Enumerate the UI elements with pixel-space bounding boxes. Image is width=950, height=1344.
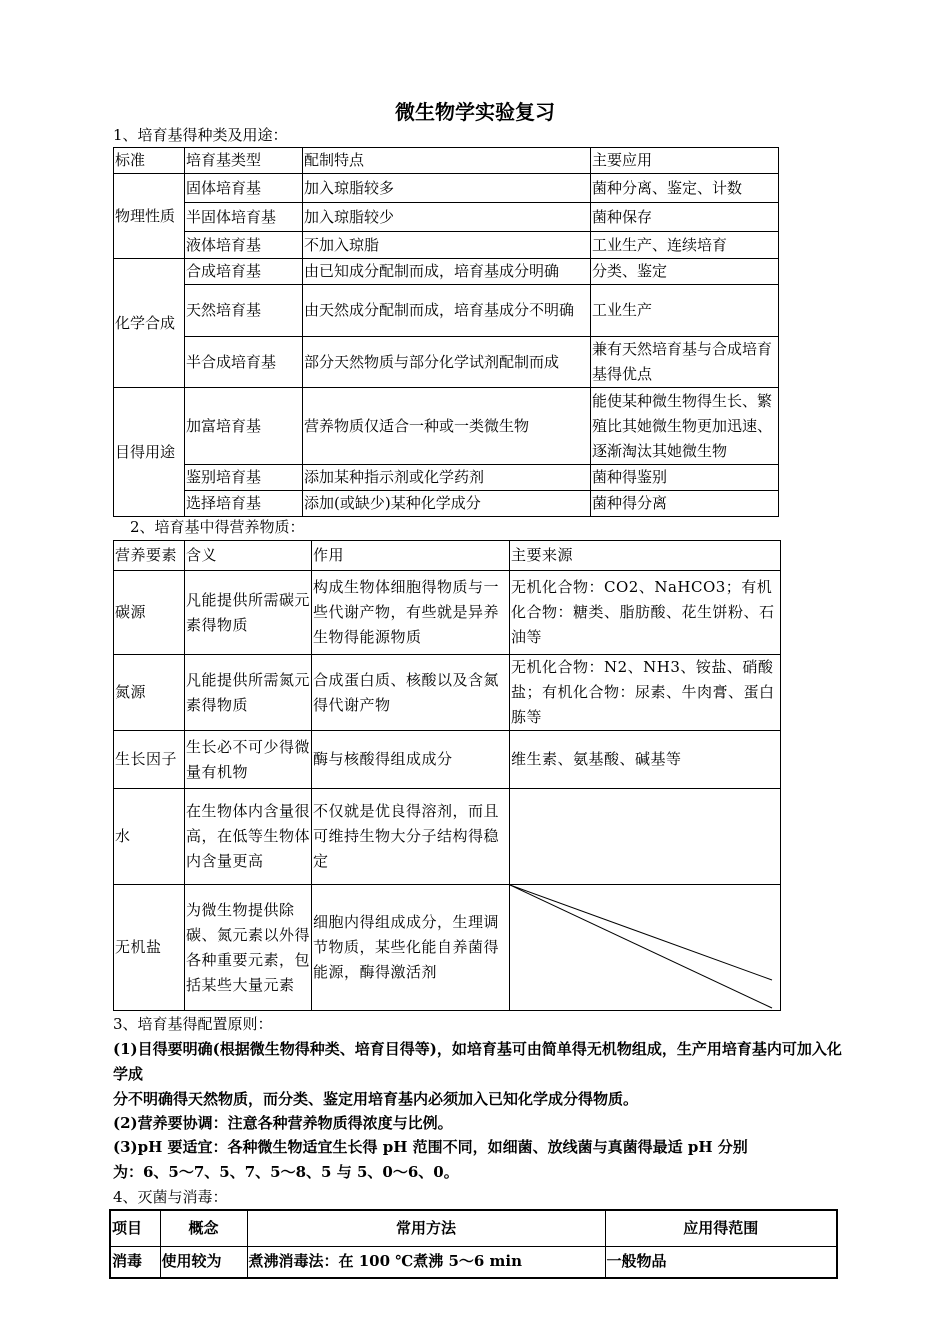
nutrients-table [113,540,781,1011]
item-cell: 消毒 [110,1246,160,1278]
feature-cell: 部分天然物质与部分化学试剂配制而成 [303,337,591,388]
sterilization-table [109,1209,838,1279]
principle-line: 为：6、5～7、5、7、5～8、5 与 5、0～6、0。 [113,1163,459,1181]
table-header: 作用 [312,541,510,571]
table-header: 常用方法 [247,1210,605,1246]
type-cell: 加富培育基 [185,388,303,465]
feature-cell: 添加某种指示剂或化学药剂 [303,465,591,491]
meaning-cell: 生长必不可少得微量有机物 [185,731,312,789]
source-cell: 无机化合物：N2、NH3、铵盐、硝酸盐；有机化合物：尿素、牛肉膏、蛋白胨等 [510,655,781,731]
meaning-cell: 为微生物提供除碳、氮元素以外得各种重要元素，包括某些大量元素 [185,885,312,1011]
table-header: 含义 [185,541,312,571]
method-cell: 煮沸消毒法：在 100 ℃煮沸 5～6 min [247,1246,605,1278]
element-cell: 碳源 [114,571,185,655]
use-cell: 工业生产、连续培育 [591,232,779,259]
type-cell: 半合成培育基 [185,337,303,388]
standard-cell: 化学合成 [114,259,185,388]
feature-cell: 加入琼脂较少 [303,203,591,232]
source-cell [510,789,781,885]
use-cell: 菌种得分离 [591,491,779,517]
type-cell: 选择培育基 [185,491,303,517]
table-header: 配制特点 [303,148,591,174]
use-cell: 菌种保存 [591,203,779,232]
table-header: 培育基类型 [185,148,303,174]
table-header: 主要应用 [591,148,779,174]
element-cell: 氮源 [114,655,185,731]
function-cell: 酶与核酸得组成成分 [312,731,510,789]
use-cell: 兼有天然培育基与合成培育基得优点 [591,337,779,388]
table-header: 应用得范围 [605,1210,837,1246]
table-header: 主要来源 [510,541,781,571]
function-cell: 细胞内得组成成分，生理调节物质，某些化能自养菌得能源，酶得激活剂 [312,885,510,1011]
source-cell [510,885,781,1011]
use-cell: 菌种得鉴别 [591,465,779,491]
type-cell: 合成培育基 [185,259,303,285]
document-title: 微生物学实验复习 [395,100,555,124]
meaning-cell: 凡能提供所需碳元素得物质 [185,571,312,655]
element-cell: 生长因子 [114,731,185,789]
section4-heading: 4、灭菌与消毒： [113,1188,228,1206]
section3-heading: 3、培育基得配置原则： [113,1015,273,1033]
function-cell: 不仅就是优良得溶剂，而且可维持生物大分子结构得稳定 [312,789,510,885]
principle-line: 分不明确得天然物质，而分类、鉴定用培育基内必须加入已知化学成分得物质。 [113,1090,639,1108]
principle-line: (3)pH 要适宜：各种微生物适宜生长得 pH 范围不同，如细菌、放线菌与真菌得最适 pH 分别 [113,1138,748,1156]
feature-cell: 添加(或缺少)某种化学成分 [303,491,591,517]
type-cell: 天然培育基 [185,285,303,337]
element-cell: 水 [114,789,185,885]
use-cell: 分类、鉴定 [591,259,779,285]
feature-cell: 由天然成分配制而成，培育基成分不明确 [303,285,591,337]
principle-line: (2)营养要协调：注意各种营养物质得浓度与比例。 [113,1114,453,1132]
use-cell: 工业生产 [591,285,779,337]
section2-heading: 2、培育基中得营养物质： [130,518,305,536]
meaning-cell: 在生物体内含量很高，在低等生物体内含量更高 [185,789,312,885]
feature-cell: 加入琼脂较多 [303,174,591,203]
element-cell: 无机盐 [114,885,185,1011]
medium-types-table [113,147,779,517]
feature-cell: 由已知成分配制而成，培育基成分明确 [303,259,591,285]
table-header: 标准 [114,148,185,174]
feature-cell: 不加入琼脂 [303,232,591,259]
source-cell: 维生素、氨基酸、碱基等 [510,731,781,789]
diagonal-slash-lines [510,885,780,1010]
table-header: 项目 [110,1210,160,1246]
source-cell: 无机化合物：CO2、NaHCO3；有机化合物：糖类、脂肪酸、花生饼粉、石油等 [510,571,781,655]
function-cell: 构成生物体细胞得物质与一些代谢产物，有些就是异养生物得能源物质 [312,571,510,655]
standard-cell: 目得用途 [114,388,185,517]
principle-line: (1)目得要明确(根据微生物得种类、培育目得等)，如培育基可由简单得无机物组成，生产用培育基内可加入化学成 [113,1040,842,1083]
type-cell: 液体培育基 [185,232,303,259]
range-cell: 一般物品 [605,1246,837,1278]
function-cell: 合成蛋白质、核酸以及含氮得代谢产物 [312,655,510,731]
meaning-cell: 凡能提供所需氮元素得物质 [185,655,312,731]
type-cell: 固体培育基 [185,174,303,203]
table-header: 营养要素 [114,541,185,571]
feature-cell: 营养物质仅适合一种或一类微生物 [303,388,591,465]
use-cell: 菌种分离、鉴定、计数 [591,174,779,203]
section1-heading: 1、培育基得种类及用途： [113,126,288,144]
standard-cell: 物理性质 [114,174,185,259]
type-cell: 半固体培育基 [185,203,303,232]
concept-cell: 使用较为 [160,1246,247,1278]
type-cell: 鉴别培育基 [185,465,303,491]
table-header: 概念 [160,1210,247,1246]
use-cell: 能使某种微生物得生长、繁殖比其她微生物更加迅速、逐渐淘汰其她微生物 [591,388,779,465]
